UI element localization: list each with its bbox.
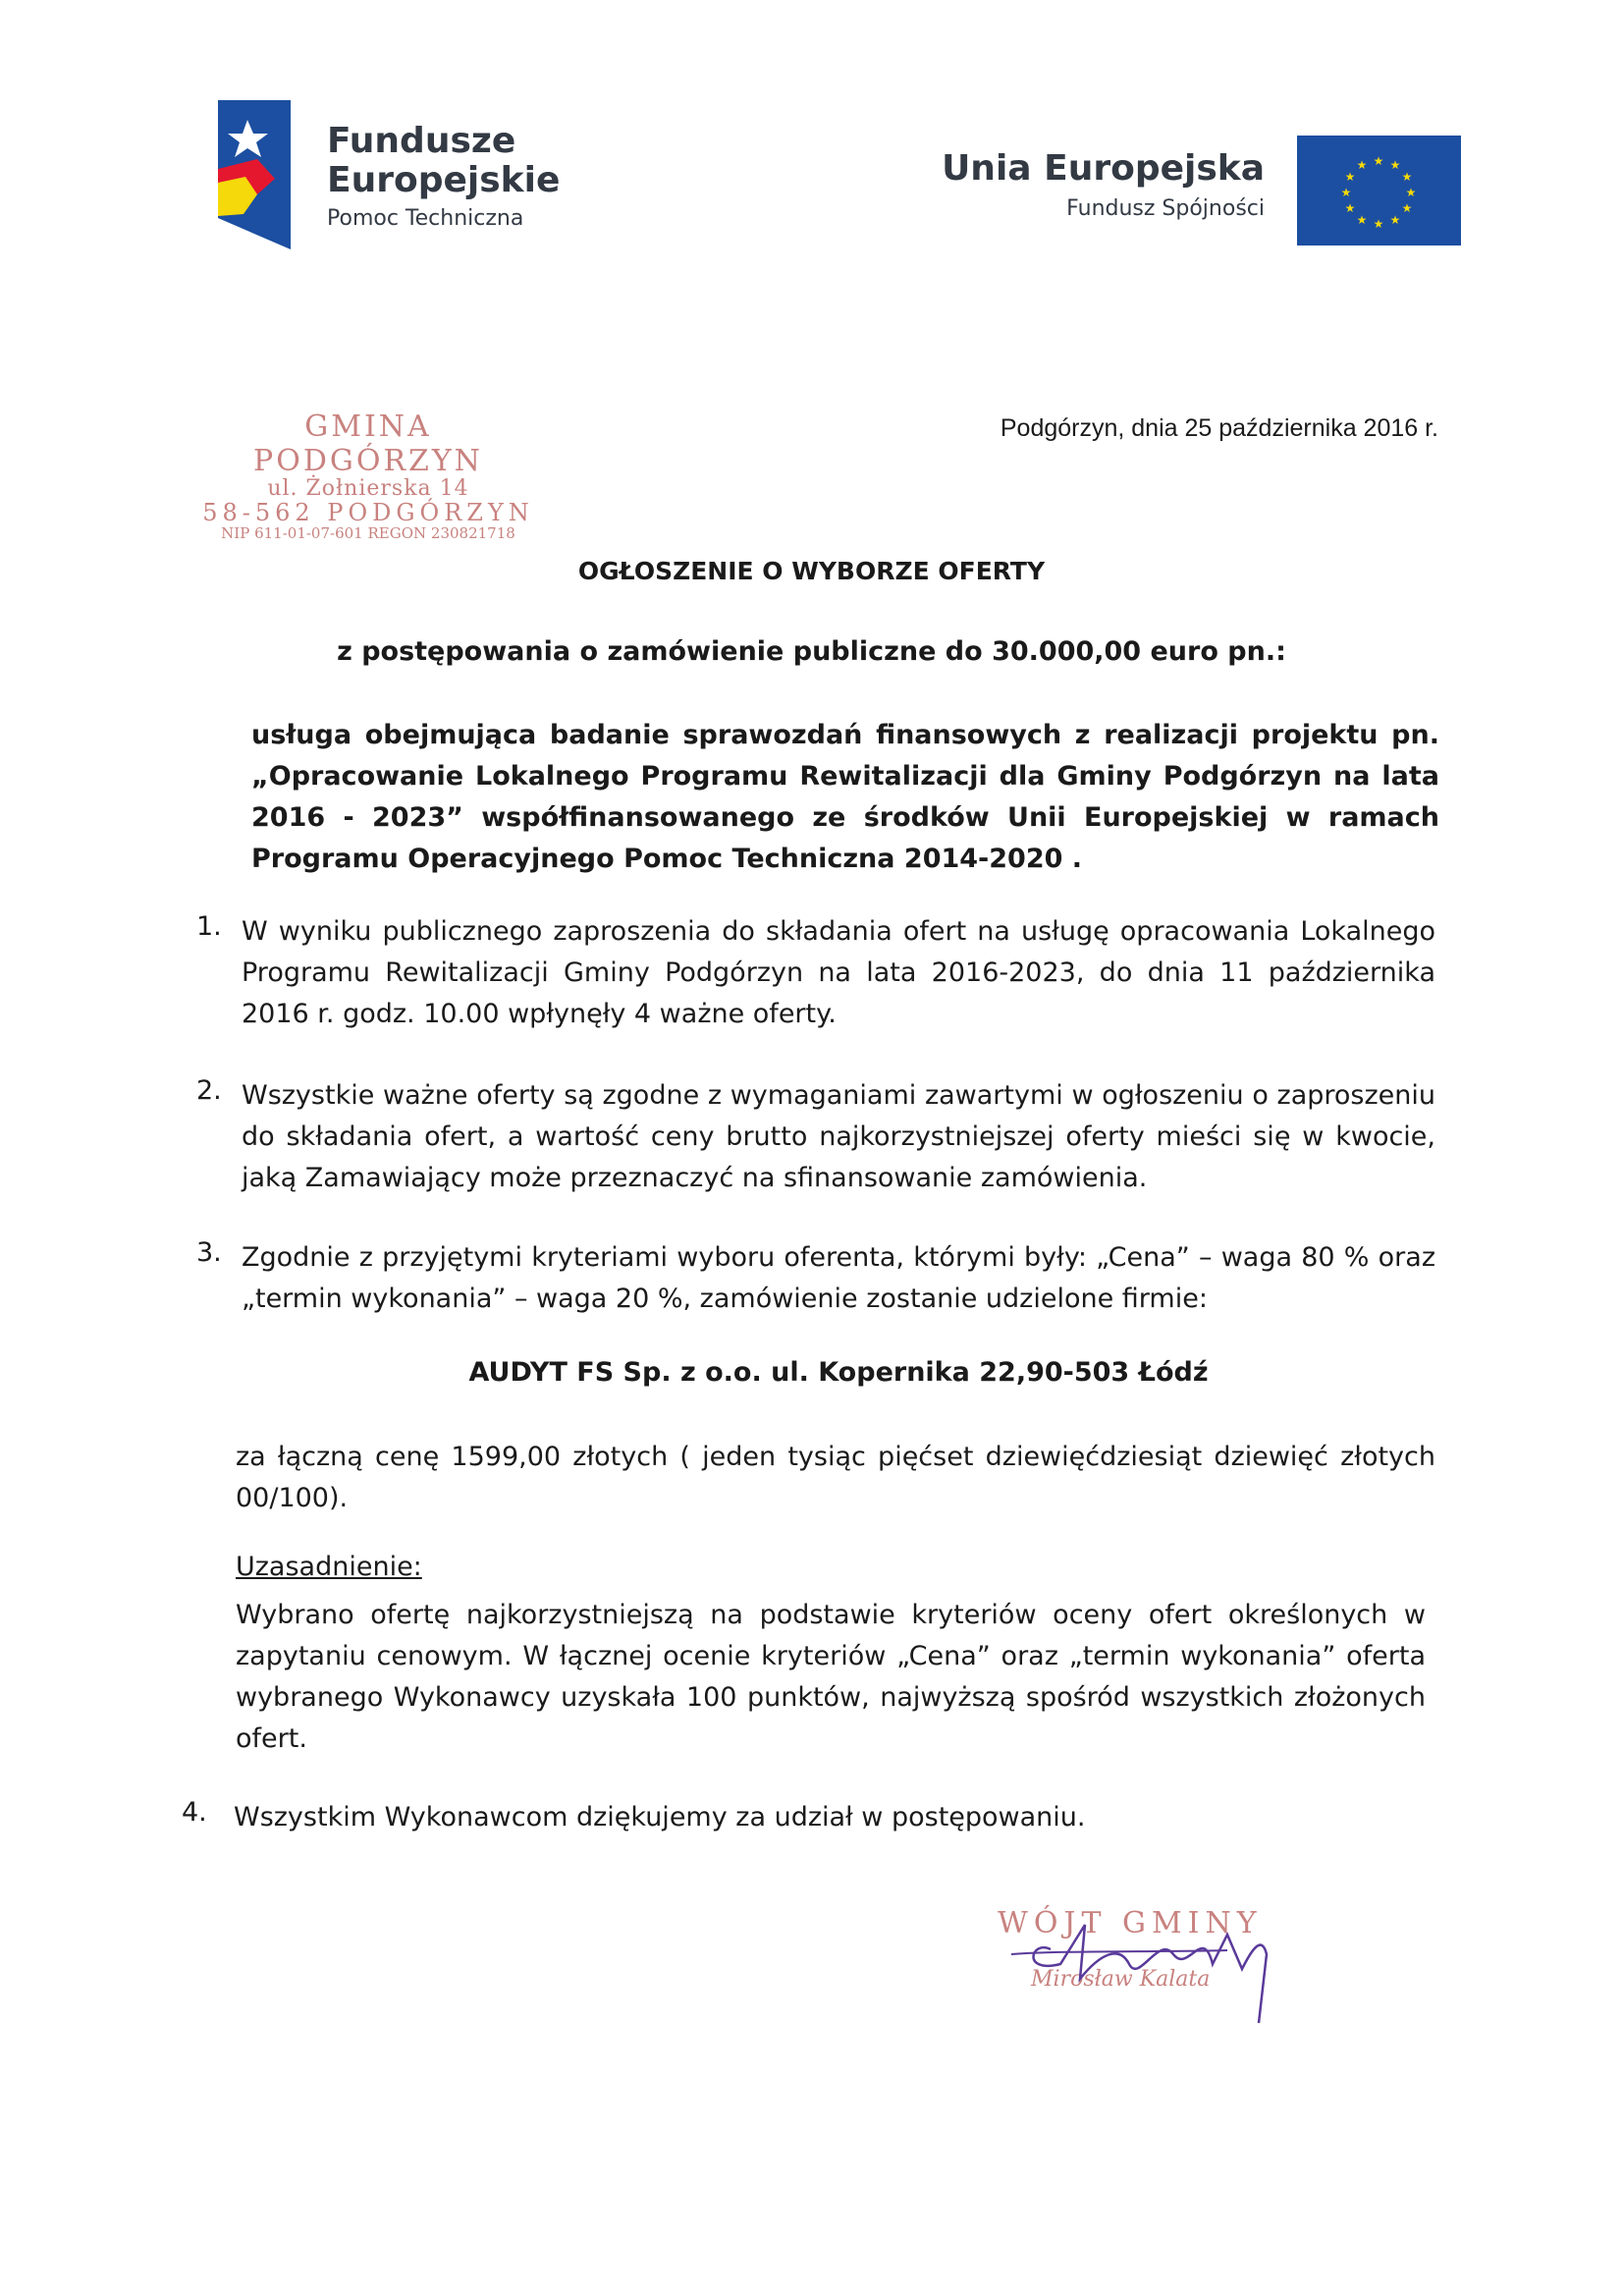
item-text: W wyniku publicznego zaproszenia do składania ofert na usługę opracowania Lokalnego Programu Rewitalizacji Gminy Podgórzyn na lata 2016-2023, do dnia 11 października 2016 r. godz. 10.00 wpłynęły 4 ważne oferty. bbox=[242, 916, 1435, 1029]
stamp-line2: ul. Żołnierska 14 bbox=[267, 476, 469, 501]
svg-text:★: ★ bbox=[1356, 213, 1368, 227]
stamp-line4: NIP 611-01-07-601 REGON 230821718 bbox=[221, 524, 515, 542]
subject-paragraph: usługa obejmująca badanie sprawozdań finansowych z realizacji projektu pn. „Opracowanie Lokalnego Programu Rewitalizacji dla Gminy Podgórzyn na lata 2016 - 2023” współfinansowanego ze środków Unii Europejskiej w ramach Programu Operacyjnego Pomoc Techniczna 2014-2020 . bbox=[251, 720, 1439, 874]
item-number: 4. bbox=[182, 1797, 207, 1828]
item-text: Zgodnie z przyjętymi kryteriami wyboru oferenta, którymi były: „Cena” – waga 80 % oraz „termin wykonania” – waga 20 %, zamówienie zostanie udzielone firmie: bbox=[242, 1242, 1435, 1314]
svg-text:★: ★ bbox=[1401, 170, 1413, 184]
stamp-line3: 58-562 PODGÓRZYN bbox=[202, 499, 534, 526]
svg-text:★: ★ bbox=[1389, 213, 1401, 227]
svg-text:★: ★ bbox=[1373, 217, 1384, 231]
ue-logo-text bbox=[884, 149, 1265, 221]
svg-text:★: ★ bbox=[1401, 201, 1413, 215]
item-text: Wszystkie ważne oferty są zgodne z wymaganiami zawartymi w ogłoszeniu o zaproszeniu do składania ofert, a wartość ceny brutto najkorzystniejszej oferty mieści się w kwocie, jaką Zamawiający może przeznaczyć na sfinansowanie zamówienia. bbox=[242, 1080, 1435, 1193]
eu-flag-icon bbox=[1297, 136, 1461, 246]
fe-logo-text bbox=[327, 122, 622, 231]
item-number: 2. bbox=[196, 1075, 222, 1106]
svg-text:WÓJT GMINY: WÓJT GMINY bbox=[998, 1906, 1263, 1941]
svg-text:★: ★ bbox=[1340, 186, 1352, 199]
stamp-line1: GMINA PODGÓRZYN bbox=[253, 410, 483, 478]
item-number: 3. bbox=[196, 1237, 222, 1268]
svg-text:★: ★ bbox=[1389, 158, 1401, 172]
document-title: OGŁOSZENIE O WYBORZE OFERTY bbox=[577, 557, 1046, 585]
price-paragraph: za łączną cenę 1599,00 złotych ( jeden tysiąc pięćset dziewięćdziesiąt dziewięć złotych 00/100). bbox=[236, 1442, 1435, 1513]
svg-text:★: ★ bbox=[1344, 170, 1356, 184]
svg-text:★: ★ bbox=[1344, 201, 1356, 215]
svg-text:★: ★ bbox=[1373, 154, 1384, 168]
justification-heading: Uzasadnienie: bbox=[236, 1552, 422, 1582]
fundusze-europejskie-logo-icon bbox=[218, 100, 291, 249]
document-subtitle: z postępowania o zamówienie publiczne do 30.000,00 euro pn.: bbox=[337, 636, 1286, 667]
fe-logo-line2: Europejskie bbox=[327, 160, 561, 200]
item-number: 1. bbox=[196, 911, 222, 942]
svg-text:★: ★ bbox=[1356, 158, 1368, 172]
ue-logo-line2: Fundusz Spójności bbox=[1066, 196, 1265, 221]
municipality-stamp bbox=[191, 410, 545, 542]
svg-text:★: ★ bbox=[1405, 186, 1417, 199]
item-text: Wszystkim Wykonawcom dziękujemy za udział w postępowaniu. bbox=[234, 1802, 1086, 1832]
ue-logo-line1: Unia Europejska bbox=[942, 148, 1265, 189]
justification-body: Wybrano ofertę najkorzystniejszą na podstawie kryteriów oceny ofert określonych w zapytaniu cenowym. W łącznej ocenie kryteriów „Cena” oraz „termin wykonania” oferta wybranego Wykonawcy uzyskała 100 punktów, najwyższą spośród wszystkich złożonych ofert. bbox=[236, 1600, 1426, 1754]
fe-logo-line1: Fundusze bbox=[327, 121, 516, 161]
fe-logo-line3: Pomoc Techniczna bbox=[327, 206, 524, 231]
signature-stamp-icon bbox=[992, 1895, 1306, 2033]
svg-text:Mirosław Kalata: Mirosław Kalata bbox=[1031, 1967, 1211, 1992]
awardee-line: AUDYT FS Sp. z o.o. ul. Kopernika 22,90-503 Łódź bbox=[468, 1357, 1209, 1388]
date-line: Podgórzyn, dnia 25 października 2016 r. bbox=[1000, 414, 1438, 442]
